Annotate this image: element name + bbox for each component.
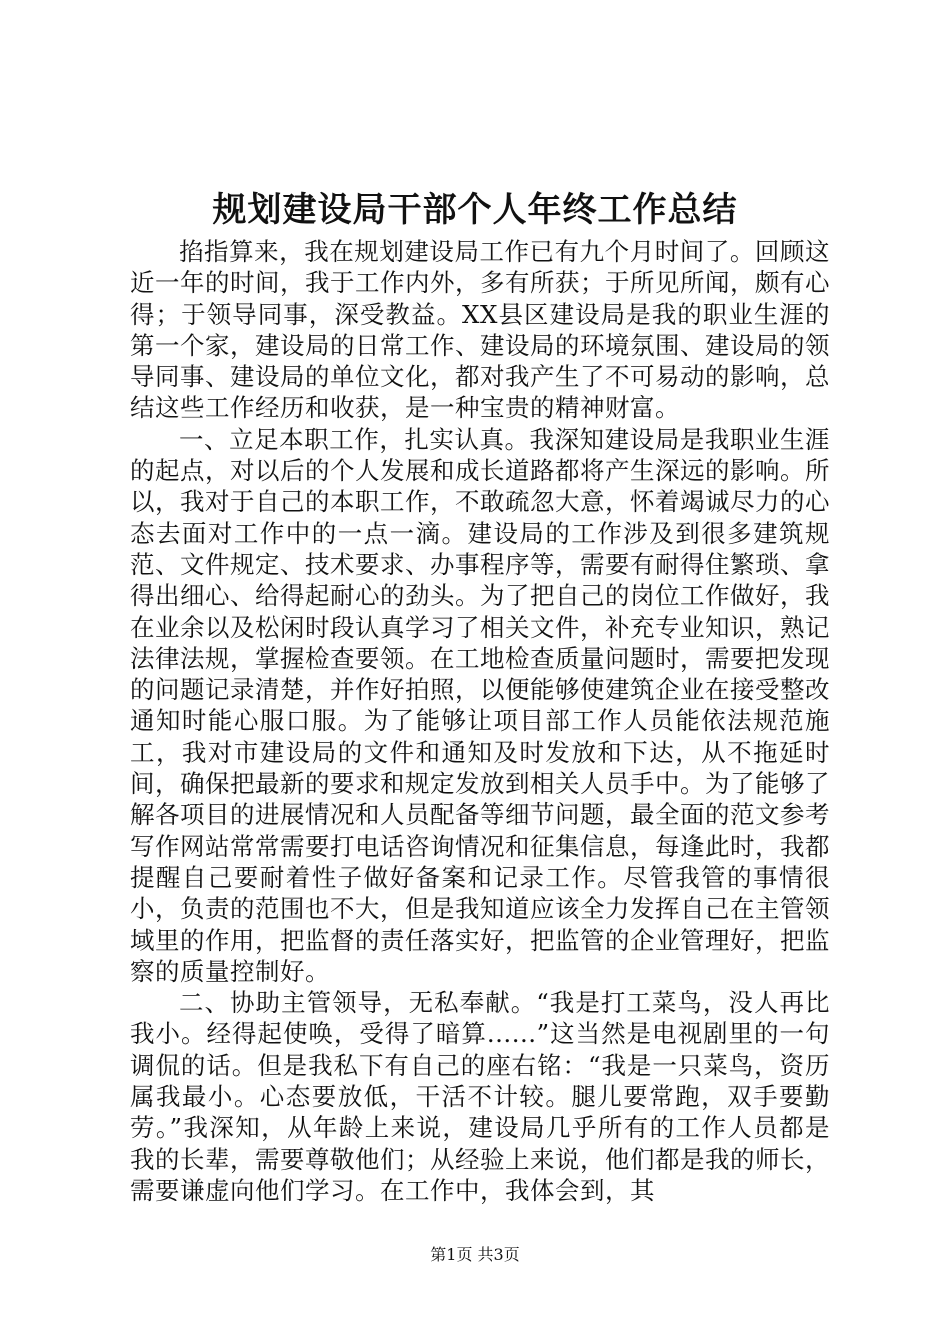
document-title: 规划建设局干部个人年终工作总结: [212, 190, 738, 230]
paragraph-section-two: 二、协助主管领导，无私奉献。“我是打工菜鸟，没人再比我小。经得起使唤，受得了暗算......”这当然是电视剧里的一句调侃的话。但是我私下有自己的座右铭：“我是一只菜鸟，资历属我最小。心态要放低，干活不计较。腿儿要常跑，双手要勤劳。”我深知，从年龄上来说，建设局几乎所有的工作人员都是我的长辈，需要尊敬他们；从经验上来说，他们都是我的师长，需要谦虚向他们学习。在工作中，我体会到，其: [130, 988, 830, 1205]
paragraph-intro: 掐指算来，我在规划建设局工作已有九个月时间了。回顾这近一年的时间，我于工作内外，多有所获；于所见所闻，颇有心得；于领导同事，深受教益。XX县区建设局是我的职业生涯的第一个家，建设局的日常工作、建设局的环境氛围、建设局的领导同事、建设局的单位文化，都对我产生了不可易动的影响，总结这些工作经历和收获，是一种宝贵的精神财富。: [130, 237, 830, 423]
page-footer: 第1页 共3页: [430, 1245, 520, 1264]
paragraph-section-one: 一、立足本职工作，扎实认真。我深知建设局是我职业生涯的起点，对以后的个人发展和成长道路都将产生深远的影响。所以，我对于自己的本职工作，不敢疏忽大意，怀着竭诚尽力的心态去面对工作中的一点一滴。建设局的工作涉及到很多建筑规范、文件规定、技术要求、办事程序等，需要有耐得住繁琐、拿得出细心、给得起耐心的劲头。为了把自己的岗位工作做好，我在业余以及松闲时段认真学习了相关文件，补充专业知识，熟记法律法规，掌握检查要领。在工地检查质量问题时，需要把发现的问题记录清楚，并作好拍照，以便能够使建筑企业在接受整改通知时能心服口服。为了能够让项目部工作人员能依法规范施工，我对市建设局的文件和通知及时发放和下达，从不拖延时间，确保把最新的要求和规定发放到相关人员手中。为了能够了解各项目的进展情况和人员配备等细节问题，最全面的范文参考写作网站常常需要打电话咨询情况和征集信息，每逢此时，我都提醒自己要耐着性子做好备案和记录工作。尽管我管的事情很小，负责的范围也不大，但是我知道应该全力发挥自己在主管领域里的作用，把监督的责任落实好，把监管的企业管理好，把监察的质量控制好。: [130, 424, 830, 986]
document-body: [130, 236, 830, 1206]
